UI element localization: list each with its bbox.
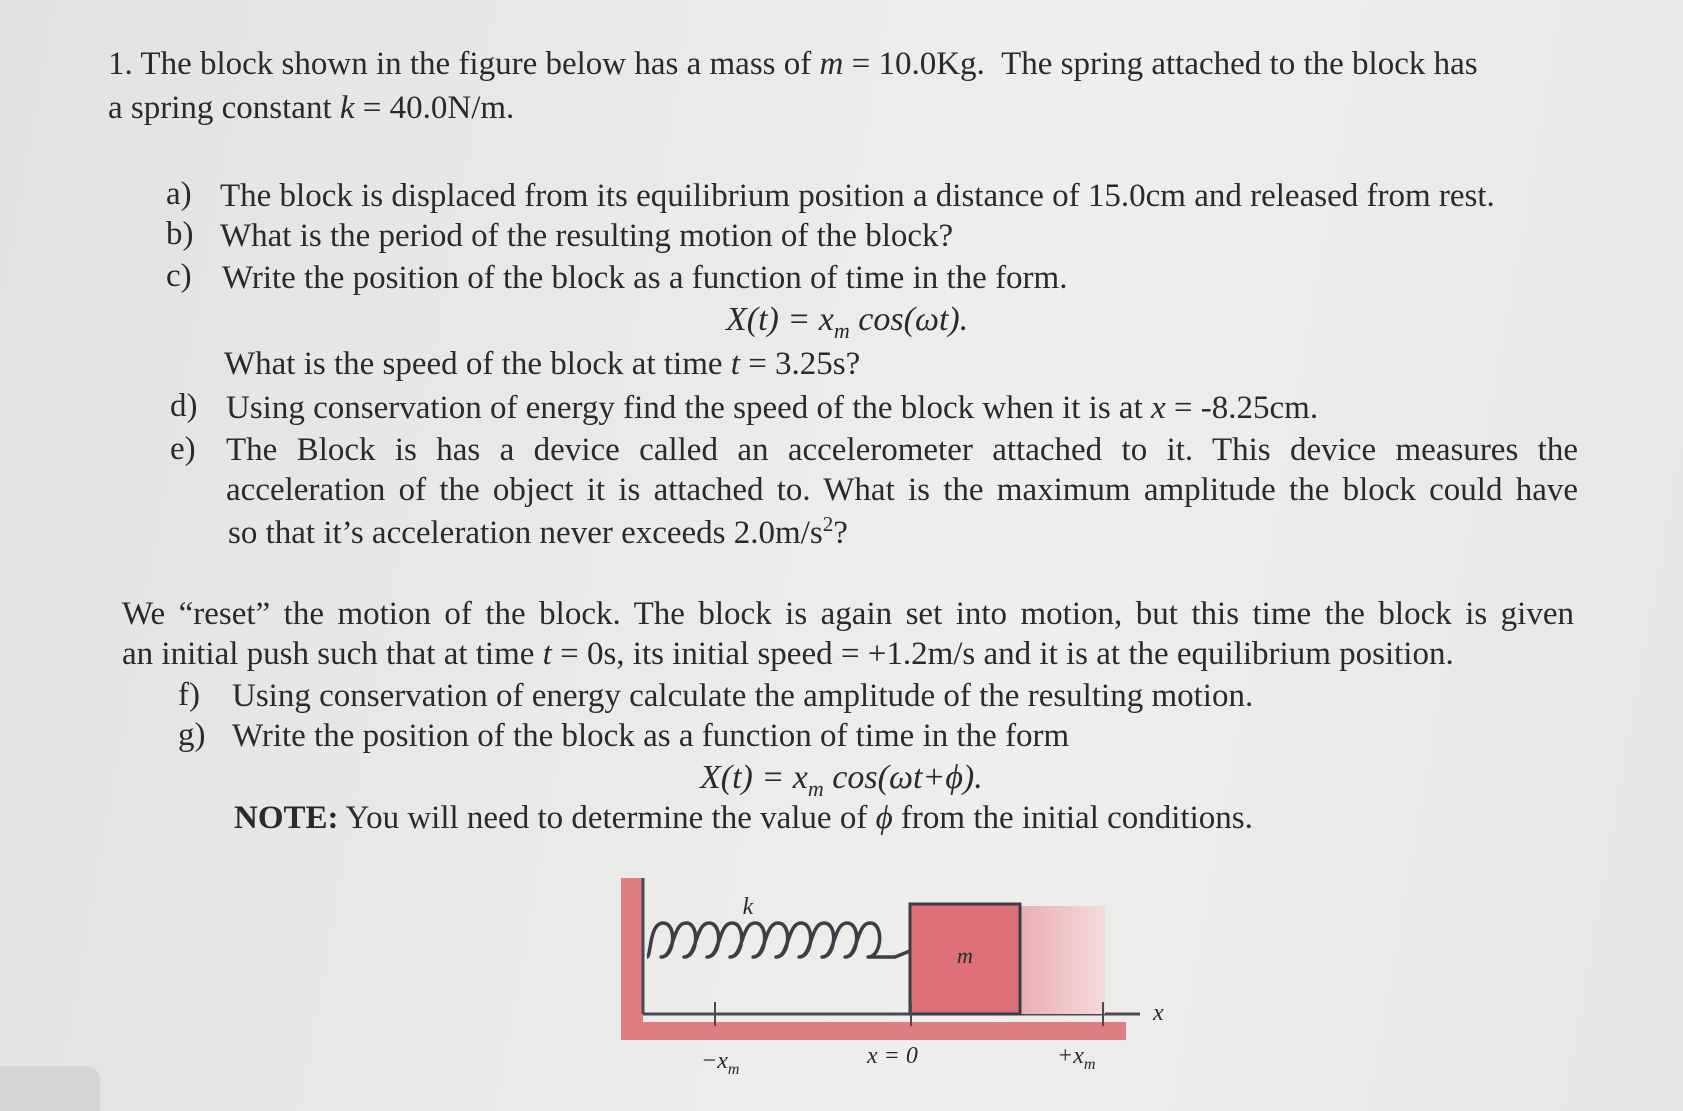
part-g-label: g) <box>178 717 206 753</box>
note-label: NOTE: <box>234 800 339 836</box>
problem-intro-line-2: a spring constant k = 40.0N/m. <box>108 90 515 126</box>
speed-question: What is the speed of the block at time t = 3.25s? <box>224 346 861 382</box>
part-d-text: Using conservation of energy find the speed of the block when it is at x = -8.25cm. <box>226 390 1319 426</box>
part-f-text: Using conservation of energy calculate the amplitude of the resulting motion. <box>232 678 1254 714</box>
spring-block-figure <box>615 870 1175 1080</box>
part-e-line-1: The Block is has a device called an accelerometer attached to it. This device measures the <box>226 432 1578 468</box>
spring <box>647 923 910 957</box>
part-f-label: f) <box>178 677 200 713</box>
part-a-text: The block is displaced from its equilibrium position a distance of 15.0cm and released from rest. <box>220 178 1495 214</box>
part-a-label: a) <box>166 176 192 212</box>
floor-rail <box>621 1022 1126 1040</box>
problem-intro-line-1: 1. The block shown in the figure below has a mass of m = 10.0Kg. The spring attached to the block has <box>108 46 1478 82</box>
wall <box>621 878 643 1040</box>
corner-shadow <box>0 1066 100 1111</box>
tick-zero-label: x = 0 <box>867 1043 918 1069</box>
part-d-label: d) <box>170 388 198 424</box>
mass-label: m <box>957 943 973 968</box>
part-c-label: c) <box>166 258 192 294</box>
equation-2: $X(t) = x_m$ cos(ωt+ϕ). <box>700 759 983 801</box>
note-line: NOTE: You will need to determine the value of ϕ from the initial conditions. <box>234 800 1253 836</box>
spring-label: k <box>742 894 754 920</box>
block-ghost <box>1021 906 1105 1014</box>
part-e-label: e) <box>170 431 196 467</box>
equation-1: $X(t) = x_m$ cos(ωt). <box>726 301 969 343</box>
problem-number: 1. <box>108 46 133 82</box>
part-e-line-3: so that it’s acceleration never exceeds $2.0m/s^2$? <box>228 512 848 551</box>
reset-line-1: We “reset” the motion of the block. The block is again set into motion, but this time the block is given <box>122 596 1574 632</box>
part-b-label: b) <box>166 216 194 252</box>
reset-line-2: an initial push such that at time t = 0s, its initial speed = +1.2m/s and it is at the equilibrium position. <box>122 636 1454 672</box>
mass-variable: m <box>819 46 844 82</box>
part-b-text: What is the period of the resulting motion of the block? <box>220 218 954 254</box>
part-c-text: Write the position of the block as a function of time in the form. <box>222 260 1068 296</box>
part-e-line-2: acceleration of the object it is attached to. What is the maximum amplitude the block could have <box>226 472 1578 508</box>
tick-neg-label: $-x_m$ <box>701 1048 740 1078</box>
axis-x-label: x <box>1153 1000 1164 1026</box>
k-variable: k <box>339 90 355 126</box>
part-g-text: Write the position of the block as a function of time in the form <box>232 718 1070 754</box>
tick-pos-label: $+x_m$ <box>1057 1043 1096 1073</box>
